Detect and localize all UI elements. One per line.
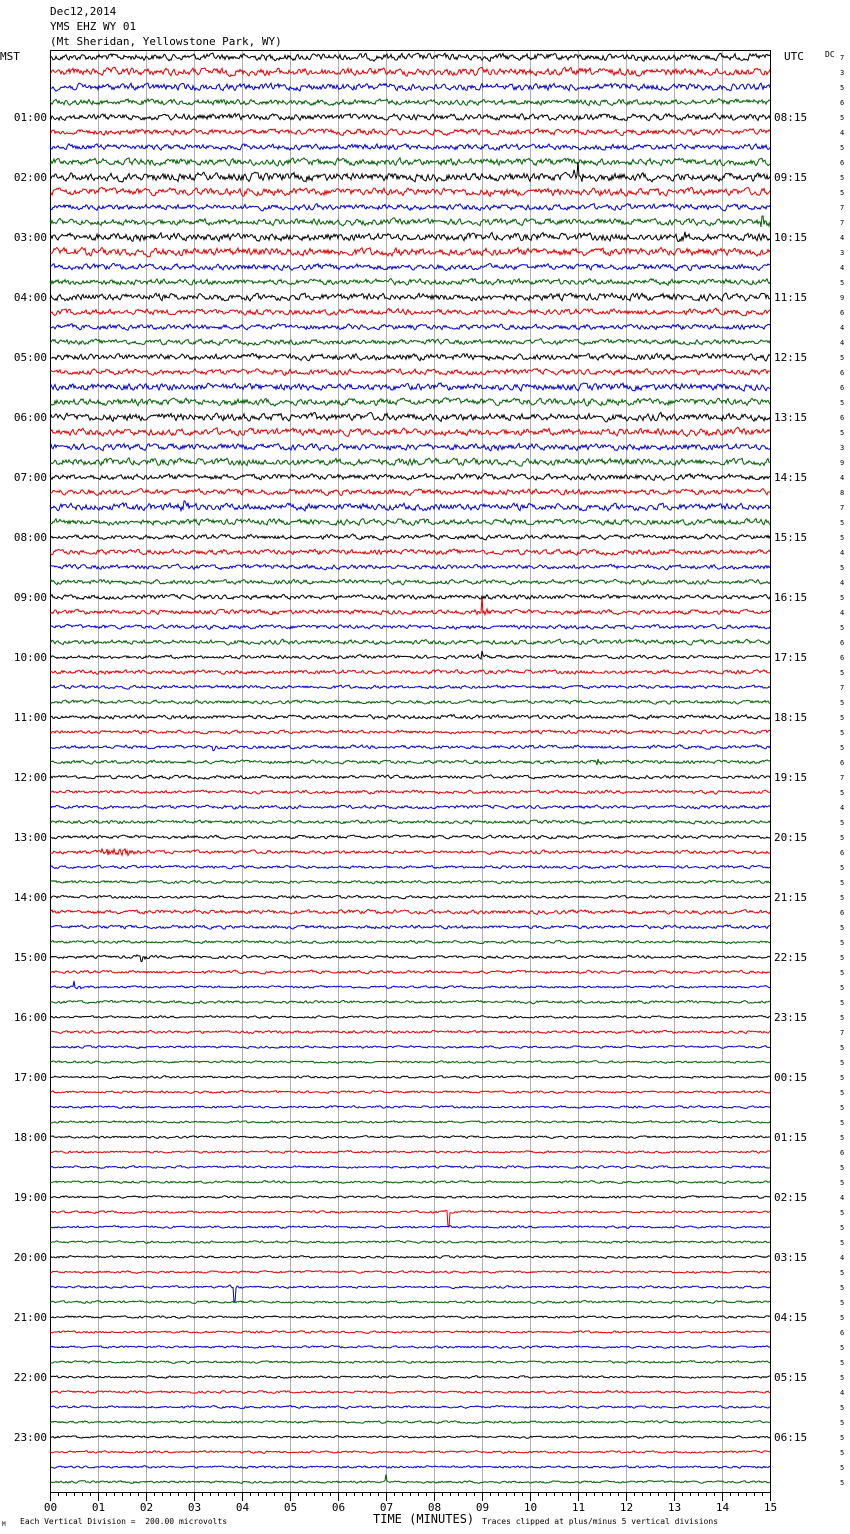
seismic-trace — [50, 339, 770, 346]
dc-offset-value: 5 — [840, 954, 845, 962]
dc-offset-value: 5 — [840, 1419, 845, 1427]
x-tick-label: 13 — [667, 1501, 682, 1514]
mst-hour-label: 20:00 — [13, 1251, 47, 1264]
time-axis — [44, 1492, 777, 1514]
utc-hour-label: 06:15 — [774, 1431, 808, 1444]
dc-offset-value: 4 — [840, 264, 845, 272]
x-tick-label: 04 — [235, 1501, 250, 1514]
seismic-trace — [50, 651, 770, 659]
seismic-trace — [50, 715, 770, 720]
utc-hour-label: 22:15 — [774, 951, 808, 964]
mst-hour-label: 03:00 — [13, 231, 47, 244]
dc-offset-value: 5 — [840, 114, 845, 122]
seismic-trace — [50, 1331, 770, 1334]
dc-offset-value: 5 — [840, 1434, 845, 1442]
dc-offset-value: 5 — [840, 1119, 845, 1127]
seismic-trace — [50, 685, 770, 689]
dc-offset-value: 5 — [840, 729, 845, 737]
seismic-trace — [50, 549, 770, 555]
dc-offset-value: 5 — [840, 1479, 845, 1487]
seismic-trace — [50, 1451, 770, 1454]
dc-offset-value: 5 — [840, 1344, 845, 1352]
dc-offset-value: 3 — [840, 444, 845, 452]
seismic-trace — [50, 443, 770, 450]
seismic-trace — [50, 849, 770, 856]
seismic-trace — [50, 625, 770, 630]
station-code: YMS EHZ WY 01 — [50, 20, 137, 33]
dc-offset-value: 5 — [840, 984, 845, 992]
mst-hour-label: 05:00 — [13, 351, 47, 364]
dc-offset-value: 9 — [840, 294, 845, 302]
seismic-trace — [50, 865, 770, 869]
dc-offset-value: 5 — [840, 1269, 845, 1277]
mst-hour-label: 08:00 — [13, 531, 47, 544]
seismic-trace — [50, 204, 770, 211]
seismic-traces — [50, 53, 770, 1483]
dc-offset-value: 5 — [840, 1089, 845, 1097]
dc-offset-value: 5 — [840, 1359, 845, 1367]
seismic-trace — [50, 759, 770, 765]
utc-hour-label: 12:15 — [774, 351, 808, 364]
seismic-trace — [50, 805, 770, 809]
x-tick-label: 10 — [523, 1501, 538, 1514]
dc-offset-value: 5 — [840, 144, 845, 152]
seismic-trace — [50, 534, 770, 540]
dc-offset-value: 7 — [840, 219, 845, 227]
utc-hour-label: 23:15 — [774, 1011, 808, 1024]
dc-offset-value: 6 — [840, 414, 845, 422]
seismic-trace — [50, 670, 770, 675]
dc-offset-value: 6 — [840, 849, 845, 857]
dc-offset-value: 5 — [840, 924, 845, 932]
seismic-trace — [50, 775, 770, 779]
seismic-trace — [50, 955, 770, 962]
mst-hour-label: 22:00 — [13, 1371, 47, 1384]
seismic-trace — [50, 880, 770, 883]
dc-offset-value: 5 — [840, 969, 845, 977]
dc-offset-value: 5 — [840, 429, 845, 437]
seismic-trace — [50, 1346, 770, 1349]
seismic-trace — [50, 1210, 770, 1227]
seismic-trace — [50, 597, 770, 615]
seismic-trace — [50, 1300, 770, 1303]
seismic-trace — [50, 1466, 770, 1469]
mst-hour-label: 16:00 — [13, 1011, 47, 1024]
dc-offset-value: 5 — [840, 189, 845, 197]
seismic-trace — [50, 700, 770, 704]
x-axis-title: TIME (MINUTES) — [373, 1512, 475, 1526]
seismic-trace — [50, 129, 770, 136]
seismic-trace — [50, 1421, 770, 1424]
seismic-trace — [50, 1136, 770, 1139]
seismic-trace — [50, 1436, 770, 1439]
dc-offset-value: 5 — [840, 1044, 845, 1052]
utc-hour-label: 15:15 — [774, 531, 808, 544]
seismic-trace — [50, 745, 770, 751]
dc-offset-value: 5 — [840, 1404, 845, 1412]
seismic-trace — [50, 1000, 770, 1003]
dc-offset-value: 5 — [840, 1464, 845, 1472]
vertical-division-note: Each Vertical Division = 200.00 microvolts — [20, 1517, 228, 1526]
seismic-trace — [50, 473, 770, 480]
x-tick-label: 09 — [475, 1501, 490, 1514]
dc-offset-value: 4 — [840, 1254, 845, 1262]
dc-offset-value: 4 — [840, 324, 845, 332]
dc-offset-value: 9 — [840, 459, 845, 467]
dc-offset-value: 7 — [840, 774, 845, 782]
utc-hour-label: 13:15 — [774, 411, 808, 424]
mst-hour-label: 12:00 — [13, 771, 47, 784]
seismic-trace — [50, 489, 770, 496]
dc-offset-value: 5 — [840, 564, 845, 572]
dc-offset-value: 5 — [840, 1314, 845, 1322]
seismic-trace — [50, 162, 770, 182]
mst-hour-label: 21:00 — [13, 1311, 47, 1324]
dc-offset-value: 5 — [840, 939, 845, 947]
mst-hour-label: 13:00 — [13, 831, 47, 844]
mst-hour-label: 01:00 — [13, 111, 47, 124]
seismic-trace — [50, 308, 770, 316]
seismic-trace — [50, 639, 770, 645]
utc-hour-label: 17:15 — [774, 651, 808, 664]
dc-offset-value: 5 — [840, 699, 845, 707]
seismic-trace — [50, 910, 770, 915]
seismic-trace — [50, 501, 770, 511]
dc-offset-value: 7 — [840, 504, 845, 512]
mst-hour-label: 14:00 — [13, 891, 47, 904]
seismic-trace — [50, 1090, 770, 1093]
dc-offset-header: DC — [825, 50, 835, 59]
dc-offset-value: 6 — [840, 909, 845, 917]
dc-offset-value: 5 — [840, 1014, 845, 1022]
seismic-trace — [50, 324, 770, 331]
corner-mark: M — [2, 1521, 6, 1528]
x-tick-label: 07 — [379, 1501, 394, 1514]
seismic-trace — [50, 67, 770, 76]
dc-offset-value: 5 — [840, 789, 845, 797]
utc-hour-label: 03:15 — [774, 1251, 808, 1264]
seismic-trace — [50, 1406, 770, 1409]
x-tick-label: 05 — [283, 1501, 298, 1514]
dc-offset-value: 5 — [840, 1164, 845, 1172]
dc-offset-value: 5 — [840, 1239, 845, 1247]
mst-hour-label: 23:00 — [13, 1431, 47, 1444]
dc-offset-value: 4 — [840, 804, 845, 812]
dc-offset-value: 5 — [840, 879, 845, 887]
seismic-trace — [50, 1046, 770, 1049]
dc-offset-value: 4 — [840, 579, 845, 587]
dc-offset-value: 5 — [840, 1224, 845, 1232]
mst-hour-label: 06:00 — [13, 411, 47, 424]
dc-offset-value: 3 — [840, 69, 845, 77]
dc-offset-value: 6 — [840, 369, 845, 377]
dc-offset-value: 8 — [840, 489, 845, 497]
seismic-trace — [50, 925, 770, 929]
utc-hour-label: 11:15 — [774, 291, 808, 304]
dc-offset-value: 6 — [840, 99, 845, 107]
mst-hour-label: 18:00 — [13, 1131, 47, 1144]
seismic-trace — [50, 594, 770, 599]
dc-offset-value: 5 — [840, 1449, 845, 1457]
utc-hour-label: 05:15 — [774, 1371, 808, 1384]
clipping-note: Traces clipped at plus/minus 5 vertical divisions — [482, 1517, 719, 1526]
dc-offset-value: 7 — [840, 204, 845, 212]
utc-hour-label: 19:15 — [774, 771, 808, 784]
seismic-trace — [50, 1376, 770, 1379]
dc-offset-value: 6 — [840, 384, 845, 392]
seismic-trace — [50, 427, 770, 436]
right-timezone-label: UTC — [784, 50, 804, 63]
dc-offset-value: 5 — [840, 999, 845, 1007]
seismic-trace — [50, 981, 770, 989]
dc-offset-value: 5 — [840, 744, 845, 752]
seismic-trace — [50, 895, 770, 899]
seismic-trace — [50, 458, 770, 466]
mst-hour-label: 10:00 — [13, 651, 47, 664]
dc-offset-value: 4 — [840, 609, 845, 617]
plot-date: Dec12,2014 — [50, 5, 117, 18]
seismic-trace — [50, 158, 770, 166]
dc-offset-value: 6 — [840, 159, 845, 167]
dc-offset-value: 5 — [840, 864, 845, 872]
seismic-trace — [50, 1226, 770, 1229]
dc-offset-value: 4 — [840, 339, 845, 347]
seismic-trace — [50, 279, 770, 286]
utc-hour-label: 00:15 — [774, 1071, 808, 1084]
dc-offset-value: 5 — [840, 519, 845, 527]
dc-offset-value: 5 — [840, 594, 845, 602]
seismic-trace — [50, 1196, 770, 1199]
mst-hour-label: 04:00 — [13, 291, 47, 304]
dc-offset-value: 4 — [840, 129, 845, 137]
x-tick-label: 03 — [187, 1501, 202, 1514]
seismic-trace — [50, 1475, 770, 1484]
seismic-trace — [50, 398, 770, 406]
x-tick-label: 02 — [139, 1501, 154, 1514]
seismic-trace — [50, 247, 770, 257]
x-tick-label: 08 — [427, 1501, 442, 1514]
x-tick-label: 14 — [715, 1501, 730, 1514]
seismic-trace — [50, 187, 770, 196]
left-timezone-label: MST — [0, 50, 20, 63]
seismic-trace — [50, 369, 770, 376]
seismic-trace — [50, 83, 770, 91]
seismic-trace — [50, 263, 770, 270]
seismic-trace — [50, 232, 770, 242]
seismic-trace — [50, 1391, 770, 1394]
seismic-trace — [50, 113, 770, 121]
mst-hour-label: 07:00 — [13, 471, 47, 484]
dc-offset-value: 6 — [840, 759, 845, 767]
seismic-trace — [50, 412, 770, 422]
x-tick-label: 00 — [43, 1501, 58, 1514]
utc-hour-label: 10:15 — [774, 231, 808, 244]
dc-offset-value: 5 — [840, 84, 845, 92]
seismic-trace — [50, 970, 770, 974]
seismic-trace — [50, 820, 770, 824]
mst-hour-label: 02:00 — [13, 171, 47, 184]
seismic-trace — [50, 790, 770, 794]
mst-hour-label: 19:00 — [13, 1191, 47, 1204]
utc-hour-label: 09:15 — [774, 171, 808, 184]
seismic-trace — [50, 144, 770, 150]
dc-offset-value: 5 — [840, 1284, 845, 1292]
seismic-trace — [50, 353, 770, 361]
station-location: (Mt Sheridan, Yellowstone Park, WY) — [50, 35, 282, 48]
seismic-trace — [50, 1151, 770, 1154]
utc-hour-label: 02:15 — [774, 1191, 808, 1204]
seismic-trace — [50, 1271, 770, 1274]
dc-offset-value: 5 — [840, 354, 845, 362]
seismic-trace — [50, 940, 770, 943]
utc-hour-label: 18:15 — [774, 711, 808, 724]
x-tick-label: 06 — [331, 1501, 346, 1514]
dc-offset-value: 4 — [840, 474, 845, 482]
dc-offset-value: 5 — [840, 1179, 845, 1187]
seismic-trace — [50, 1241, 770, 1244]
seismic-trace — [50, 53, 770, 61]
x-tick-label: 11 — [571, 1501, 586, 1514]
dc-offset-labels — [840, 54, 844, 1487]
dc-offset-value: 5 — [840, 1074, 845, 1082]
seismic-trace — [50, 1166, 770, 1169]
seismic-trace — [50, 1106, 770, 1109]
dc-offset-value: 4 — [840, 1194, 845, 1202]
utc-hour-label: 08:15 — [774, 111, 808, 124]
utc-hour-label: 04:15 — [774, 1311, 808, 1324]
dc-offset-value: 5 — [840, 1374, 845, 1382]
dc-offset-value: 5 — [840, 174, 845, 182]
mst-hour-label: 11:00 — [13, 711, 47, 724]
seismic-trace — [50, 564, 770, 570]
dc-offset-value: 6 — [840, 654, 845, 662]
utc-hour-label: 01:15 — [774, 1131, 808, 1144]
seismic-trace — [50, 1316, 770, 1319]
seismic-trace — [50, 216, 770, 227]
dc-offset-value: 5 — [840, 894, 845, 902]
seismic-trace — [50, 1181, 770, 1184]
dc-offset-value: 6 — [840, 639, 845, 647]
x-tick-label: 15 — [763, 1501, 778, 1514]
dc-offset-value: 5 — [840, 1209, 845, 1217]
seismic-trace — [50, 1030, 770, 1033]
dc-offset-value: 5 — [840, 1299, 845, 1307]
x-tick-label: 01 — [91, 1501, 106, 1514]
dc-offset-value: 6 — [840, 1329, 845, 1337]
dc-offset-value: 5 — [840, 834, 845, 842]
seismic-trace — [50, 383, 770, 391]
dc-offset-value: 5 — [840, 279, 845, 287]
seismic-trace — [50, 1076, 770, 1079]
seismic-trace — [50, 1121, 770, 1124]
seismic-trace — [50, 99, 770, 106]
dc-offset-value: 7 — [840, 54, 845, 62]
dc-offset-value: 5 — [840, 399, 845, 407]
dc-offset-value: 5 — [840, 534, 845, 542]
dc-offset-value: 6 — [840, 309, 845, 317]
utc-hour-label: 21:15 — [774, 891, 808, 904]
dc-offset-value: 5 — [840, 1059, 845, 1067]
dc-offset-value: 7 — [840, 1029, 845, 1037]
x-tick-label: 12 — [619, 1501, 634, 1514]
dc-offset-value: 5 — [840, 1134, 845, 1142]
dc-offset-value: 3 — [840, 249, 845, 257]
dc-offset-value: 5 — [840, 1104, 845, 1112]
seismic-trace — [50, 1285, 770, 1302]
seismic-trace — [50, 579, 770, 585]
dc-offset-value: 4 — [840, 1389, 845, 1397]
dc-offset-value: 5 — [840, 714, 845, 722]
seismic-trace — [50, 1361, 770, 1364]
mst-hour-label: 09:00 — [13, 591, 47, 604]
utc-hour-label: 14:15 — [774, 471, 808, 484]
dc-offset-value: 5 — [840, 819, 845, 827]
dc-offset-value: 4 — [840, 234, 845, 242]
seismic-trace — [50, 1016, 770, 1019]
seismic-trace — [50, 835, 770, 839]
seismic-trace — [50, 519, 770, 526]
dc-offset-value: 7 — [840, 684, 845, 692]
seismic-trace — [50, 293, 770, 301]
dc-offset-value: 5 — [840, 669, 845, 677]
seismic-trace — [50, 1256, 770, 1259]
dc-offset-value: 6 — [840, 1149, 845, 1157]
mst-hour-label: 17:00 — [13, 1071, 47, 1084]
seismic-trace — [50, 730, 770, 734]
utc-hour-label: 20:15 — [774, 831, 808, 844]
dc-offset-value: 4 — [840, 549, 845, 557]
dc-offset-value: 5 — [840, 624, 845, 632]
utc-hour-label: 16:15 — [774, 591, 808, 604]
mst-hour-label: 15:00 — [13, 951, 47, 964]
seismic-trace — [50, 1061, 770, 1064]
